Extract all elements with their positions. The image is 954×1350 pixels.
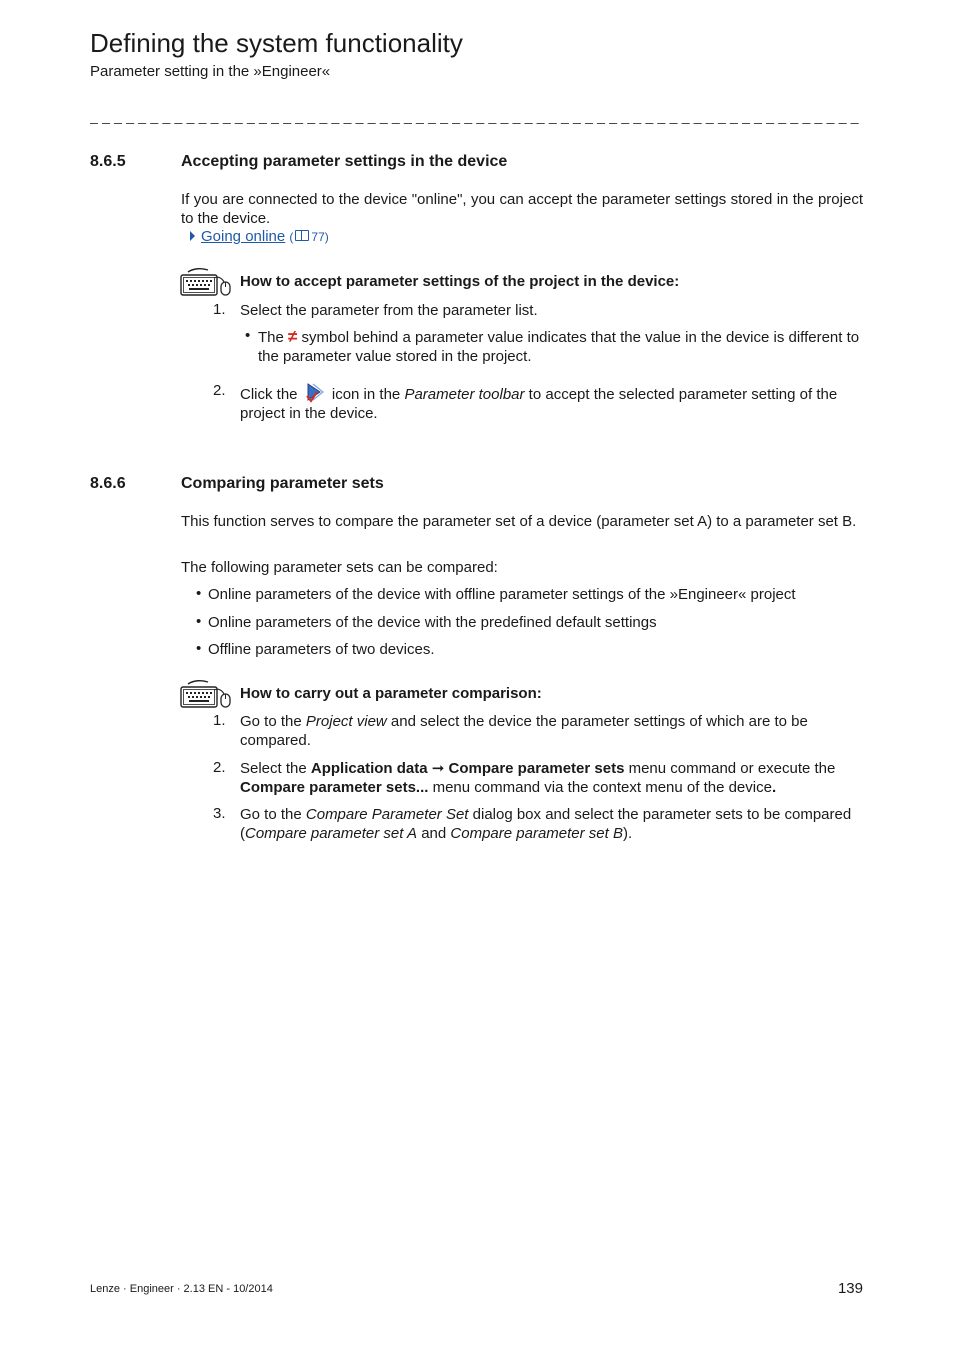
cross-reference bbox=[190, 228, 329, 245]
howto-heading: How to carry out a parameter comparison: bbox=[240, 685, 542, 702]
arrow-right-icon bbox=[190, 231, 195, 241]
step-text: Select the parameter from the parameter list. bbox=[240, 302, 538, 319]
keyboard-mouse-icon bbox=[180, 266, 234, 298]
bullet-dot: • bbox=[245, 327, 251, 344]
bullet-dot: • bbox=[196, 585, 202, 602]
section-intro: If you are connected to the device "online", you can accept the parameter settings stored in the project to the device. bbox=[181, 191, 863, 227]
going-online-link[interactable]: Going online bbox=[201, 228, 286, 245]
step-number: 3. bbox=[213, 805, 226, 822]
page-reference[interactable]: ( 77) bbox=[289, 230, 329, 244]
list-item: Offline parameters of two devices. bbox=[208, 641, 435, 658]
section-title: Accepting parameter settings in the device bbox=[181, 153, 508, 170]
accept-parameter-icon bbox=[304, 382, 326, 404]
section-number: 8.6.6 bbox=[90, 475, 126, 492]
step-text: Go to the Compare Parameter Set dialog box and select the parameter sets to be compared (Compare parameter set A and Compare parameter set B). bbox=[240, 806, 852, 842]
step-text: Click the icon in the Parameter toolbar to accept the selected parameter setting of the project in the device. bbox=[240, 382, 863, 423]
list-lead: The following parameter sets can be compared: bbox=[181, 559, 498, 576]
list-item: Online parameters of the device with offline parameter settings of the »Engineer« project bbox=[208, 586, 796, 603]
section-number: 8.6.5 bbox=[90, 153, 126, 170]
bullet-text: The ≠ symbol behind a parameter value indicates that the value in the device is different to the parameter value stored in the project. bbox=[258, 327, 860, 365]
step-text: Go to the Project view and select the device the parameter settings of which are to be compared. bbox=[240, 713, 808, 749]
section-title: Comparing parameter sets bbox=[181, 475, 384, 492]
page-title: Defining the system functionality bbox=[90, 28, 463, 58]
step-number: 1. bbox=[213, 301, 226, 318]
header-separator: _ _ _ _ _ _ _ _ _ _ _ _ _ _ _ _ _ _ _ _ _ _ _ _ _ _ _ _ _ _ _ _ _ _ _ _ _ _ _ _ _ _ _ _ _ _ _ _ _ _ _ _ _ _ _ _ _ _ _ _ _ _ _ _ bbox=[90, 108, 859, 124]
bullet-dot: • bbox=[196, 613, 202, 630]
section-intro: This function serves to compare the parameter set of a device (parameter set A) to a parameter set B. bbox=[181, 513, 857, 530]
footer-text: Lenze · Engineer · 2.13 EN - 10/2014 bbox=[90, 1283, 273, 1295]
not-equal-icon: ≠ bbox=[288, 327, 298, 346]
keyboard-mouse-icon bbox=[180, 678, 234, 710]
step-number: 2. bbox=[213, 382, 226, 399]
howto-heading: How to accept parameter settings of the project in the device: bbox=[240, 273, 680, 290]
list-item: Online parameters of the device with the predefined default settings bbox=[208, 614, 657, 631]
step-text: Select the Application data ➞ Compare parameter sets menu command or execute the Compare parameter sets... menu command via the context menu of the device. bbox=[240, 760, 836, 796]
page-number: 139 bbox=[837, 1280, 863, 1297]
page-subtitle: Parameter setting in the »Engineer« bbox=[90, 63, 331, 80]
book-icon bbox=[295, 230, 309, 241]
step-number: 2. bbox=[213, 759, 226, 776]
arrow-right-icon: ➞ bbox=[431, 760, 445, 777]
bullet-dot: • bbox=[196, 640, 202, 657]
step-number: 1. bbox=[213, 712, 226, 729]
